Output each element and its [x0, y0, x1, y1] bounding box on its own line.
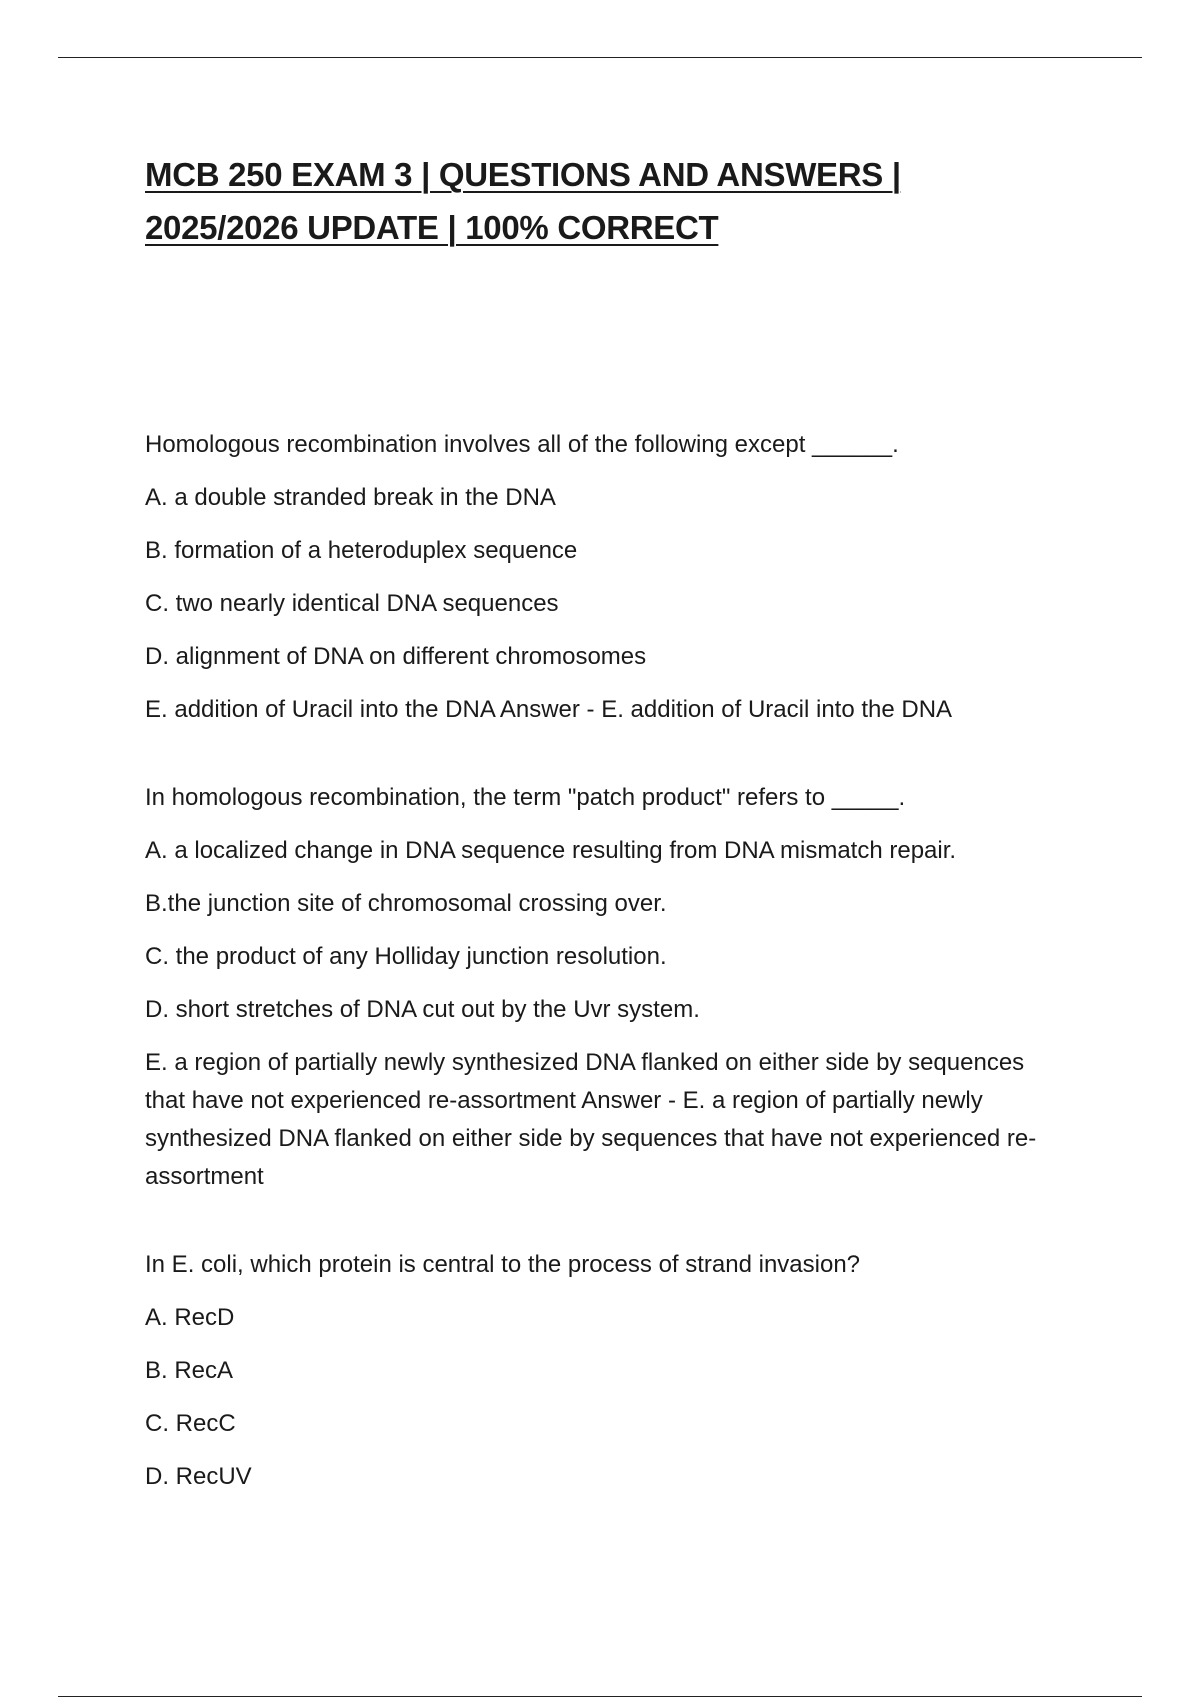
option-b: B. RecA	[145, 1357, 234, 1384]
question-1	[145, 426, 1065, 729]
question-list	[145, 426, 1065, 1511]
option-a: A. a localized change in DNA sequence resulting from DNA mismatch repair.	[145, 837, 957, 864]
option-a: A. a double stranded break in the DNA	[145, 484, 556, 511]
option-c: C. the product of any Holliday junction resolution.	[145, 943, 667, 970]
option-d: D. RecUV	[145, 1463, 252, 1490]
option-a: A. RecD	[145, 1304, 235, 1331]
option-d: D. short stretches of DNA cut out by the Uvr system.	[145, 996, 700, 1023]
question-3	[145, 1246, 1065, 1496]
option-e-with-answer: E. addition of Uracil into the DNA Answer - E. addition of Uracil into the DNA	[145, 696, 953, 723]
question-text: In E. coli, which protein is central to the process of strand invasion?	[145, 1251, 861, 1278]
option-d: D. alignment of DNA on different chromosomes	[145, 643, 647, 670]
option-b: B. formation of a heteroduplex sequence	[145, 537, 578, 564]
top-rule	[58, 57, 1142, 58]
question-2	[145, 779, 1065, 1196]
option-c: C. RecC	[145, 1410, 236, 1437]
option-e-with-answer: E. a region of partially newly synthesized DNA flanked on either side by sequences that have not experienced re-assortment Answer - E. a region of partially newly synthesized DNA flanked on either side by sequences that have not experienced re-assortment	[145, 1049, 1037, 1190]
question-text: In homologous recombination, the term "patch product" refers to _____.	[145, 784, 906, 811]
page-title	[145, 148, 1045, 254]
option-b: B.the junction site of chromosomal crossing over.	[145, 890, 667, 917]
page-title-line-1: MCB 250 EXAM 3 | QUESTIONS AND ANSWERS |	[145, 156, 901, 193]
bottom-rule	[58, 1696, 1142, 1697]
question-text: Homologous recombination involves all of the following except ______.	[145, 431, 899, 458]
page-title-line-2: 2025/2026 UPDATE | 100% CORRECT	[145, 209, 719, 246]
option-c: C. two nearly identical DNA sequences	[145, 590, 559, 617]
